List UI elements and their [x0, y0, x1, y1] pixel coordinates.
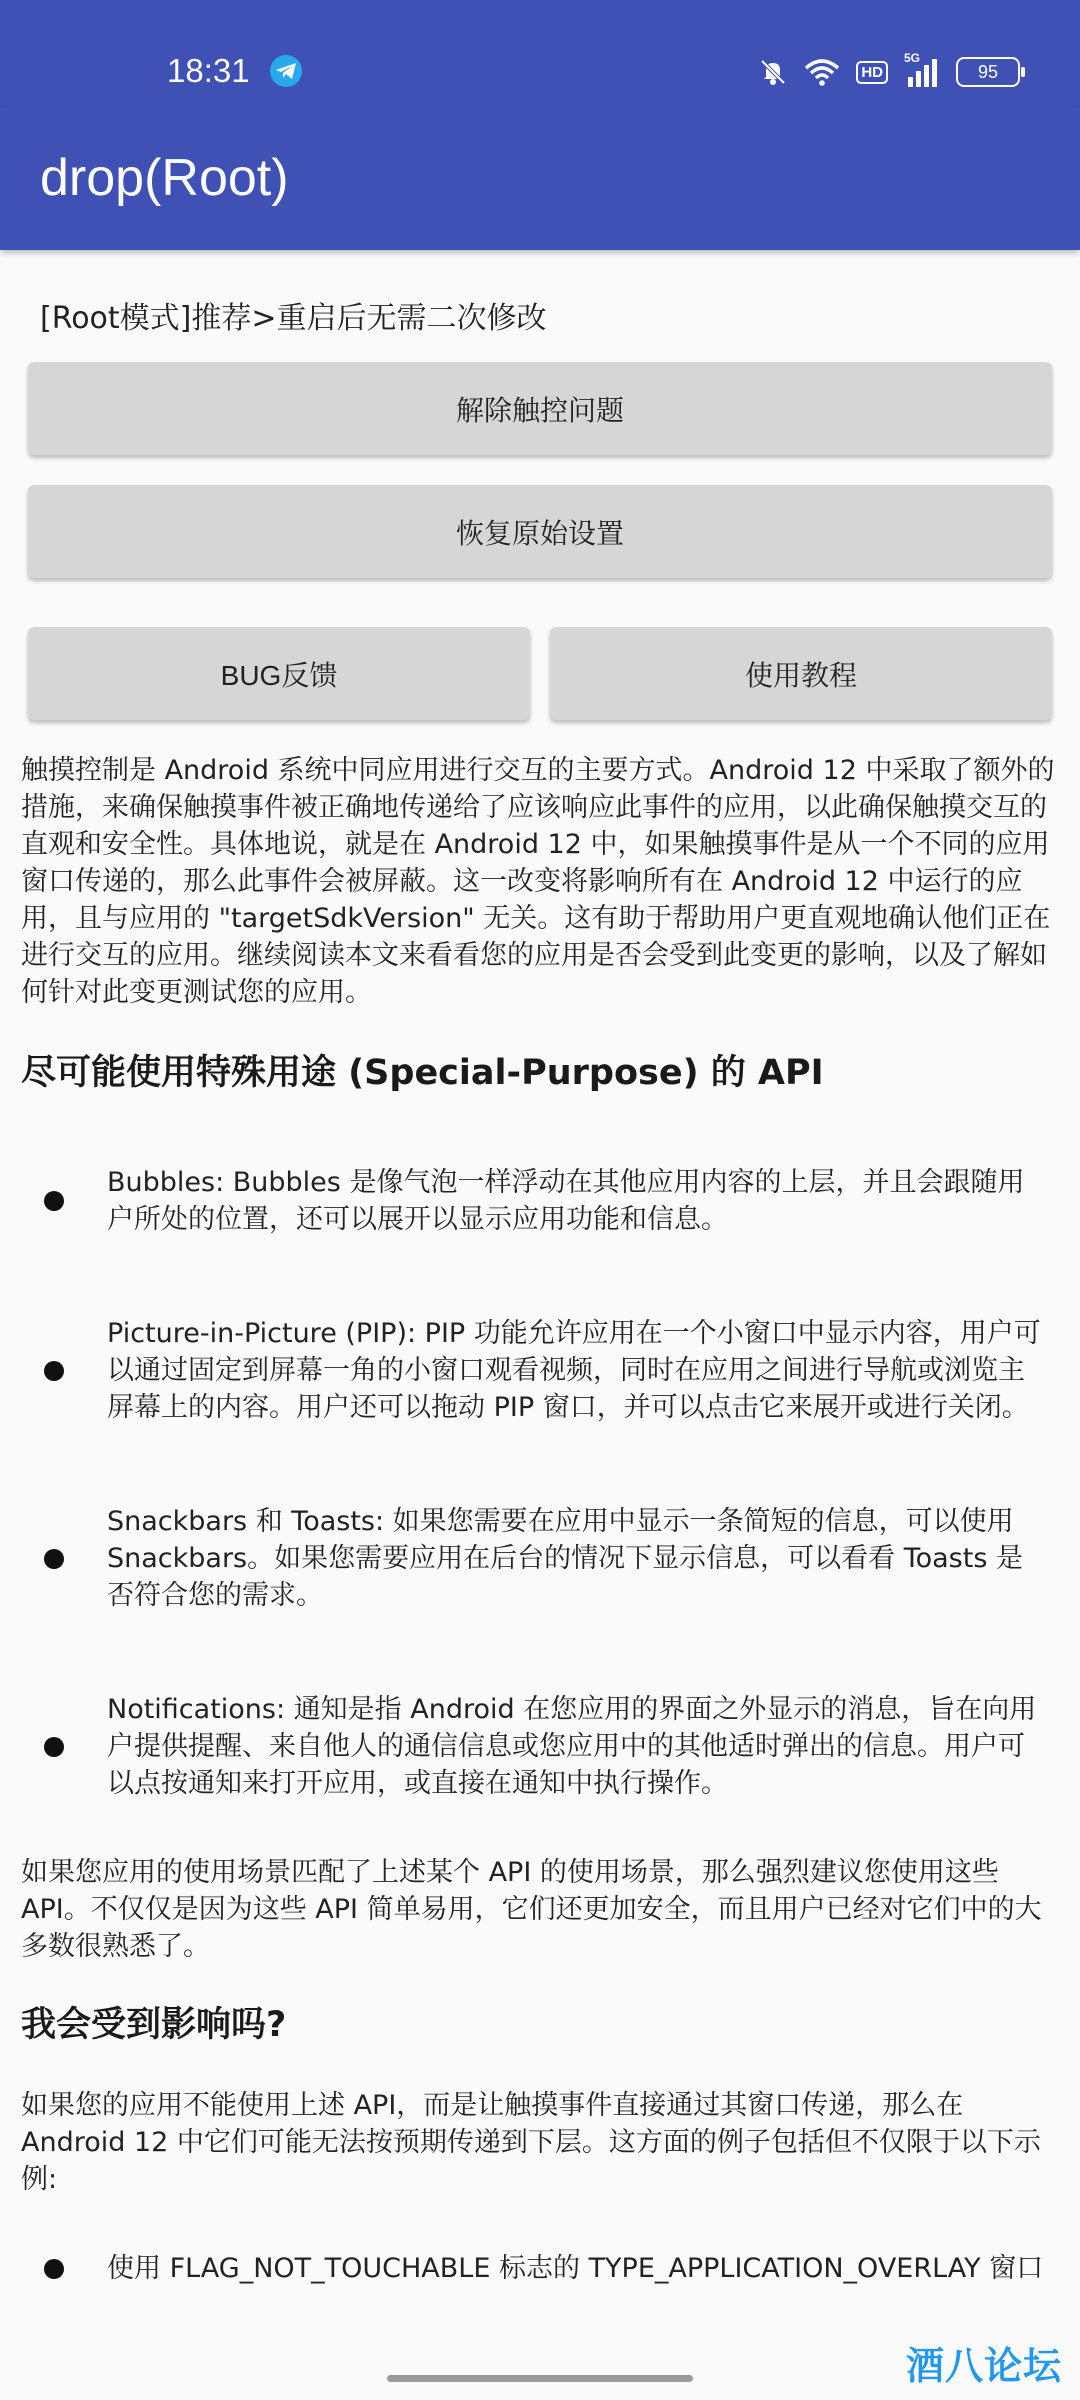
list-item: [21, 1503, 1061, 1614]
app-bar: [0, 108, 1080, 250]
tutorial-button[interactable]: 使用教程: [550, 627, 1052, 720]
bell-off-icon: [758, 57, 788, 87]
status-icons: [758, 51, 1020, 89]
bullet-icon: [44, 1191, 64, 1211]
telegram-icon: [270, 55, 302, 87]
list-item-text: Notifications: 通知是指 Android 在您应用的界面之外显示的消息，旨在向用户提供提醒、来自他人的通信信息或您应用中的其他适时弹出的信息。用户可以点按通知来打开应用，或直接在通知中执行操作。: [107, 1694, 1037, 1799]
list-item-text: Bubbles: Bubbles 是像气泡一样浮动在其他应用内容的上层，并且会跟随用户所处的位置，还可以展开以显示应用功能和信息。: [107, 1167, 1025, 1235]
signal-label: 5G: [904, 51, 921, 65]
heading-am-i-affected: 我会受到影响吗?: [21, 2005, 287, 2045]
intro-paragraph: 触摸控制是 Android 系统中同应用进行交互的主要方式。Android 12 中采取了额外的措施，来确保触摸事件被正确地传递给了应该响应此事件的应用，以此确保触摸交互的直观和安全性。具体地说，就是在 Android 12 中，如果触摸事件是从一个不同的应用窗口传递的，那么此事件会被屏蔽。这一改变将影响所有在 Android 12 中运行的应用，且与应用的 "targetSdkVersion" 无关。这有助于帮助用户更直观地确认他们正在进行交互的应用。继续阅读本文来看看您的应用是否会受到此变更的影响，以及了解如何针对此变更测试您的应用。: [21, 755, 1055, 1008]
signal-icon: [904, 51, 940, 87]
list-item: [21, 2250, 1061, 2287]
app-title: drop(Root): [40, 149, 289, 207]
list-item: [21, 1691, 1061, 1802]
heading-special-purpose-api: 尽可能使用特殊用途 (Special-Purpose) 的 API: [21, 1053, 824, 1093]
battery-icon: 95: [956, 57, 1020, 87]
fix-touch-button[interactable]: 解除触控问题: [28, 362, 1052, 455]
article: [21, 752, 1061, 2287]
affected-paragraph: 如果您的应用不能使用上述 API，而是让触摸事件直接通过其窗口传递，那么在 Android 12 中它们可能无法按预期传递到下层。这方面的例子包括但不仅限于以下示例:: [21, 2090, 1041, 2195]
bullet-icon: [44, 1737, 64, 1757]
bullet-icon: [44, 1549, 64, 1569]
gesture-nav-bar[interactable]: [387, 2375, 693, 2382]
clock: 18:31: [167, 52, 250, 89]
list-item-text: Picture-in-Picture (PIP): PIP 功能允许应用在一个小窗口中显示内容，用户可以通过固定到屏幕一角的小窗口观看视频，同时在应用之间进行导航或浏览主屏幕上的内容。用户还可以拖动 PIP 窗口，并可以点击它来展开或进行关闭。: [107, 1318, 1041, 1423]
mode-label: [Root模式]推荐>重启后无需二次修改: [40, 301, 547, 336]
list-item-text: Snackbars 和 Toasts: 如果您需要在应用中显示一条简短的信息，可以使用 Snackbars。如果您需要应用在后台的情况下显示信息，可以看看 Toasts 是否符合您的需求。: [107, 1506, 1023, 1611]
bullet-icon: [44, 2259, 64, 2279]
bullet-icon: [44, 1361, 64, 1381]
bug-feedback-button[interactable]: BUG反馈: [28, 627, 530, 720]
list-item: [21, 1164, 1061, 1238]
status-bar: [0, 0, 1080, 108]
list-item-text: 使用 FLAG_NOT_TOUCHABLE 标志的 TYPE_APPLICATION_OVERLAY 窗口: [107, 2253, 1044, 2284]
hd-icon: HD: [856, 61, 888, 84]
wifi-icon: [804, 58, 840, 86]
api-recommendation-paragraph: 如果您应用的使用场景匹配了上述某个 API 的使用场景，那么强烈建议您使用这些 API。不仅仅是因为这些 API 简单易用，它们还更加安全，而且用户已经对它们中的大多数很熟悉了。: [21, 1857, 1042, 1962]
watermark-logo: 酒八论坛: [906, 2344, 1063, 2388]
list-item: [21, 1315, 1061, 1426]
restore-settings-button[interactable]: 恢复原始设置: [28, 485, 1052, 578]
